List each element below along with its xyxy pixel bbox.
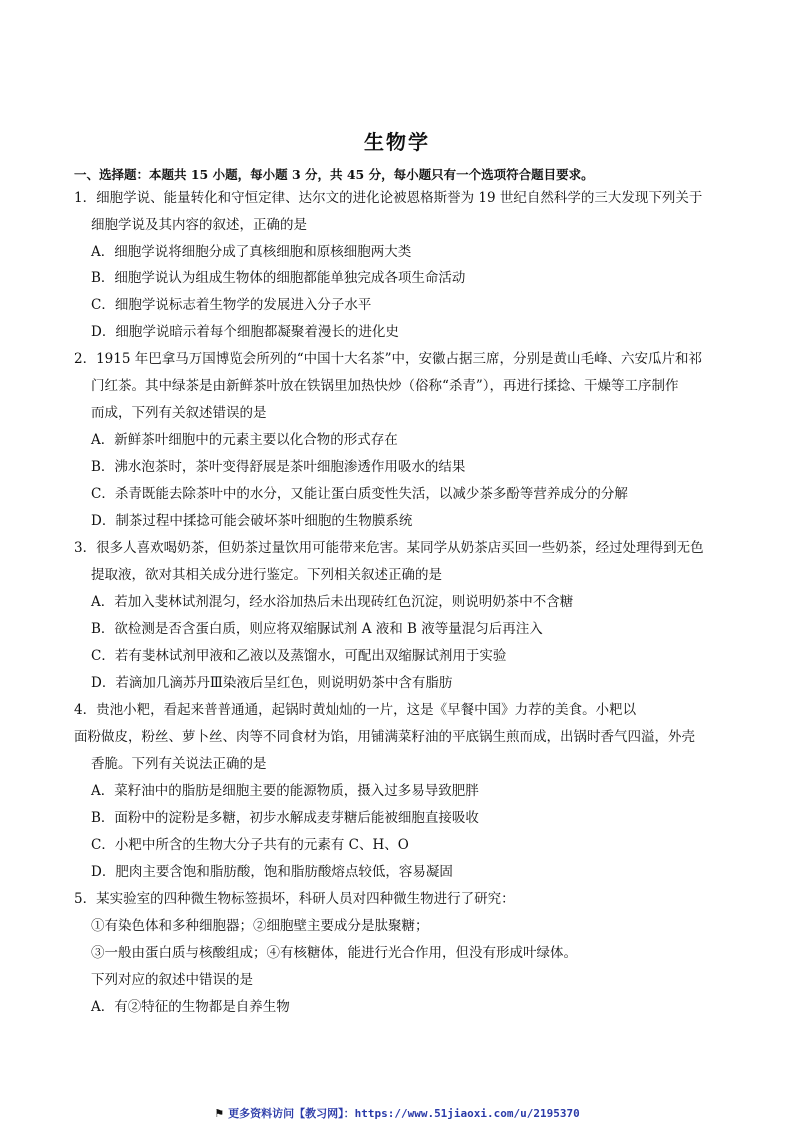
q5-stem-line4: 下列对应的叙述中错误的是: [91, 972, 253, 988]
q5-stem-line1: 5．某实验室的四种微生物标签损坏，科研人员对四种微生物进行了研究：: [74, 891, 515, 907]
q4-option-c: C．小粑中所含的生物大分子共有的元素有 C、H、O: [91, 837, 409, 853]
q1-stem-line2: 细胞学说及其内容的叙述，正确的是: [91, 217, 307, 233]
section-header: 一、选择题：本题共 15 小题，每小题 3 分，共 45 分，每小题只有一个选项符合题目要求。: [74, 167, 594, 182]
q1-option-d: D．细胞学说暗示着每个细胞都凝聚着漫长的进化史: [91, 324, 399, 340]
q3-option-c: C．若有斐林试剂甲液和乙液以及蒸馏水，可配出双缩脲试剂用于实验: [91, 648, 507, 664]
q5-stem-line2: ①有染色体和多种细胞器；②细胞壁主要成分是肽聚糖；: [91, 918, 429, 934]
q1-option-b: B．细胞学说认为组成生物体的细胞都能单独完成各项生命活动: [91, 270, 466, 286]
flag-icon: ⚑: [214, 1107, 225, 1120]
q4-option-b: B．面粉中的淀粉是多糖，初步水解成麦芽糖后能被细胞直接吸收: [91, 810, 479, 826]
footer-link[interactable]: [0, 1105, 794, 1121]
q3-stem-line2: 提取液，欲对其相关成分进行鉴定。下列相关叙述正确的是: [91, 567, 442, 583]
q4-stem-line2: 面粉做皮，粉丝、萝卜丝、肉等不同食材为馅，用铺满菜籽油的平底锅生煎而成，出锅时香气四溢，外壳: [74, 729, 695, 745]
q5-option-a: A．有②特征的生物都是自养生物: [91, 999, 290, 1015]
q3-option-a: A．若加入斐林试剂混匀，经水浴加热后未出现砖红色沉淀，则说明奶茶中不含糖: [91, 594, 574, 610]
q1-option-c: C．细胞学说标志着生物学的发展进入分子水平: [91, 297, 372, 313]
q2-option-a: A．新鲜茶叶细胞中的元素主要以化合物的形式存在: [91, 432, 398, 448]
q2-option-d: D．制茶过程中揉捻可能会破坏茶叶细胞的生物膜系统: [91, 513, 413, 529]
q3-option-b: B．欲检测是否含蛋白质，则应将双缩脲试剂 A 液和 B 液等量混匀后再注入: [91, 621, 543, 637]
q2-stem-line3: 而成，下列有关叙述错误的是: [91, 405, 267, 421]
q5-stem-line3: ③一般由蛋白质与核酸组成；④有核糖体，能进行光合作用，但没有形成叶绿体。: [91, 945, 577, 961]
page-title: 生物学: [364, 130, 430, 154]
q3-stem-line1: 3．很多人喜欢喝奶茶，但奶茶过量饮用可能带来危害。某同学从奶茶店买回一些奶茶，经过处理得到无色: [74, 540, 704, 556]
q2-option-c: C．杀青既能去除茶叶中的水分，又能让蛋白质变性失活，以减少茶多酚等营养成分的分解: [91, 486, 628, 502]
q4-option-a: A．菜籽油中的脂肪是细胞主要的能源物质，摄入过多易导致肥胖: [91, 783, 479, 799]
q2-stem-line2: 门红茶。其中绿茶是由新鲜茶叶放在铁锅里加热快炒（俗称“杀青”），再进行揉捻、干燥等工序制作: [91, 378, 679, 394]
q2-option-b: B．沸水泡茶时，茶叶变得舒展是茶叶细胞渗透作用吸水的结果: [91, 459, 466, 475]
footer-text[interactable]: 更多资料访问【教习网】：https://www.51jiaoxi.com/u/2195370: [228, 1107, 580, 1120]
q4-stem-line1: 4．贵池小粑，看起来普普通通，起锅时黄灿灿的一片，这是《早餐中国》力荐的美食。小粑以: [74, 702, 637, 718]
q1-option-a: A．细胞学说将细胞分成了真核细胞和原核细胞两大类: [91, 244, 412, 260]
q4-stem-line3: 香脆。下列有关说法正确的是: [91, 756, 267, 772]
q1-stem-line1: 1．细胞学说、能量转化和守恒定律、达尔文的进化论被恩格斯誉为 19 世纪自然科学的三大发现下列关于: [74, 190, 703, 206]
q2-stem-line1: 2．1915 年巴拿马万国博览会所列的“中国十大名茶”中，安徽占据三席，分别是黄山毛峰、六安瓜片和祁: [74, 351, 703, 367]
q4-option-d: D．肥肉主要含饱和脂肪酸，饱和脂肪酸熔点较低，容易凝固: [91, 864, 453, 880]
q3-option-d: D．若滴加几滴苏丹Ⅲ染液后呈红色，则说明奶茶中含有脂肪: [91, 675, 453, 691]
